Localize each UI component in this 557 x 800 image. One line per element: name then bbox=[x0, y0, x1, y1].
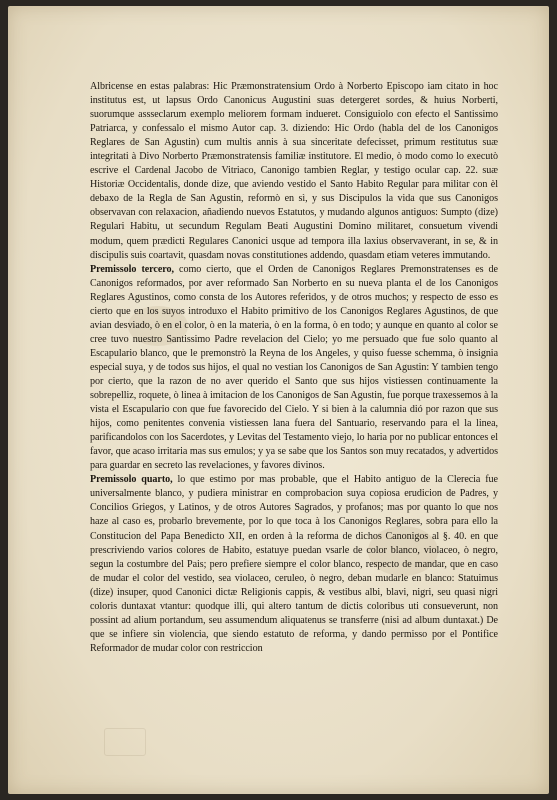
faded-stamp bbox=[104, 728, 146, 756]
paragraph-2 bbox=[90, 263, 498, 474]
paragraph-body: como cierto, que el Orden de Canonigos Reglares Premonstratenses es de Canonigos reformados, por aver reformado San Norberto en su nueva planta el de los Canonigos Reglares Agustinos, como consta de los Autores referidos, y de otros muchos; y respecto de esso es cierto que en los suyos introduxo el Habito primitivo de los Canonigos Reglares Agustinos, de que avian desviado, ò en el color, ò en la materia, ò en la forma, ò en todo; y aunque en quanto al color se cree tuvo nuestro Santissimo Padre revelacion del Cielo; yo me persuado que fue solo quanto al Escapulario blanco, que le premonstrò la Reyna de los Angeles, y quiso fuesse schemma, ò insignia especial suya, y de todos sus hijos, el qual no vestian los Canonigos de San Agustin: Y tambien tengo por cierto, que la razon de no aver querido el Santo que sus hijos vistiessen continuamente la sobrepelliz, roquete, ò linea à imitacion de los Canonigos de San Agustin, fue porque traxessemos à la vista el Escapulario con que fue favorecido del Cielo. Y si bien à la calumnia dió por razon que sus hijos, como penitentes convenia vistiessen lana fuera del Santuario, reservando para el la linea, parificandolos con los Sacerdotes, y Levitas del Testamento viejo, lo haria por no publicar entonces el favor, que acaso irritaria mas sus emulos; y ya se sabe que los Santos son muy recatados, y advertidos para guardar en secreto las revelaciones, y favores divinos. bbox=[90, 263, 498, 472]
paragraph-3 bbox=[90, 473, 498, 656]
paragraph-body: Albricense en estas palabras: Hic Præmonstratensium Ordo à Norberto Episcopo iam citato in hoc institutus est, ut lapsus Ordo Canonicus Augustini suas detergeret sordes, & huius Norberti, suorumque assseclarum exemplo meliorem formam indueret. Consiguiolo con efecto el Santissimo Patriarca, y confessalo el mismo Autor cap. 3. diziendo: Hic Ordo (habla del de los Canonigos Reglares de San Agustin) cum multis annis à sua sinceritate defecisset, primum restitutus suæ integritati à Divo Norberto Præmonstratensis familiæ institutore. El medio, ò modo como lo executò escrive el Cardenal Jacobo de Vitriaco, Canonigo tambien Reglar, y testigo ocular cap. 22. suæ Historiæ Occidentalis, donde dize, que aviendo vestido el Santo Habito Regular para militar con èl debaxo de la Regla de San Agustin, reformò en sì, y sus Discipulos la vida que sus Canonigos observavan con relaxacion, añadiendo nuevos Estatutos, y mudando algunos antiguos: Sumpto (dize) Regulari Habitu, ut secundum Regulam Beati Augustini Domino militaret, consuetum vivendi modum, quem prædicti Regulares Canonici usque ad tempora illa laxius observaverant, in se, & in discipulis suis coartavit, quasdam novas constitutiones addendo, quasdam etiam veteres immutando. bbox=[90, 81, 498, 261]
paragraph-1 bbox=[90, 80, 498, 263]
paragraph-lead: Premissolo tercero, bbox=[90, 263, 175, 275]
paragraph-lead: Premissolo quarto, bbox=[90, 474, 173, 486]
document-page bbox=[8, 6, 549, 794]
body-text bbox=[90, 80, 498, 656]
paragraph-body: lo que estimo por mas probable, que el Habito antiguo de la Clerecia fue universalmente blanco, y pudiera ministrar en comprobacion suya copiosa erudicion de Padres, y Concilios Griegos, y Latinos, y de otros Autores Sagrados, y profanos; mas por quanto lo que nos haze al caso es, probarlo brevemente, por lo que toca à los Canonigos Reglares, sobra para ello la Constitucion del Papa Benedicto XII, en orden à la reforma de dichos Canonigos al §. 40. en que prescriviendo varios colores de Habito, estatuye puedan vsarle de color blanco, violaceo, ò negro, segun la costumbre del Pais; pero prefiere siempre el color blanco, respecto de mandar, que en caso de mudar el color del vestido, sea violaceo, ceruleo, ò negro, deban mudarle en blanco: Statuimus (dize) insuper, quod Canonici dictæ Religionis cappis, & vestibus albi, blavi, nigri, seu quasi nigri coloris duntaxat vtantur: quodque illi, qui altero tantum de dictis coloribus uti consueverunt, non possint ad alium portandum, seu assumendum aliquatenus se transferre (nisi ad album duntaxat.) De que se infiere sin violencia, que siendo estatuto de reforma, y dando permisso por el Pontifice Reformador de mudar color con restriccion bbox=[90, 474, 498, 654]
